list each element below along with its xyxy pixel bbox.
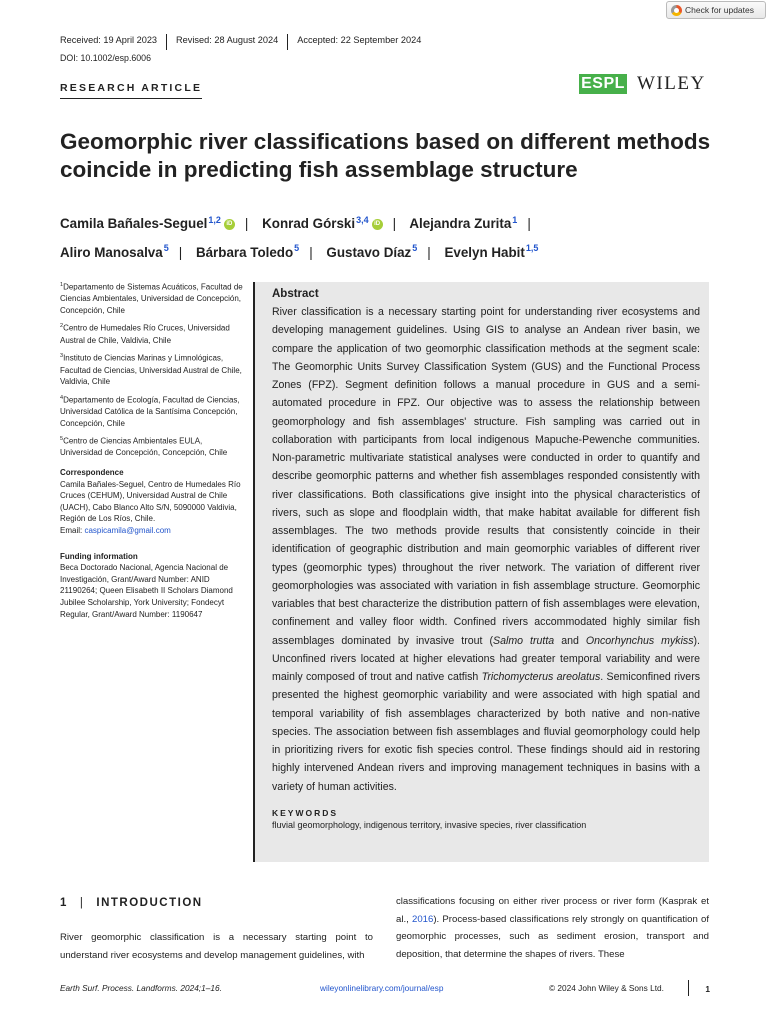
orcid-icon[interactable]: iD <box>224 219 235 230</box>
crossmark-icon <box>671 5 682 16</box>
journal-citation: Earth Surf. Process. Landforms. 2024;1–16. <box>60 983 222 993</box>
affiliation: $^3$Instituto de Ciencias Marinas y Limnológicas, Facultad de Ciencias, Universidad Austral de Chile, Valdivia, Chile <box>60 353 242 387</box>
funding-heading: Funding information <box>60 551 138 561</box>
author-affiliation-ref[interactable]: 1 <box>512 215 518 225</box>
paper-title: Geomorphic river classifications based on different methods coincide in predicting fish assemblage structure <box>60 129 711 182</box>
page-footer <box>60 983 710 997</box>
author-list: Camila Bañales-Seguel$^{1,2}$ iD | Konrad Górski$^{3,4}$ iD | Alejandra Zurita$^1$ | Aliro Manosalva$^5$ | Bárbara Toledo$^5$ | Gustavo Díaz$^5$ | Evelyn Habit$^{1,5}$ <box>60 215 539 260</box>
correspondence-heading: Correspondence <box>60 468 124 477</box>
article-dates <box>60 34 430 50</box>
check-for-updates-label: Check for updates <box>685 5 754 15</box>
correspondence-email: Email: caspicamila@gmail.com <box>60 525 171 535</box>
author[interactable]: Bárbara Toledo$^5$ <box>195 243 300 260</box>
affiliation: $^1$Departamento de Sistemas Acuáticos, Facultad de Ciencias Ambientales, Universidad de Concepción, Concepción, Chile <box>60 282 243 315</box>
body-column-left: River geomorphic classification is a necessary starting point to understand river ecosystems and develop management guidelines, with <box>60 932 373 961</box>
author-affiliation-ref[interactable]: 1,2 <box>208 215 221 225</box>
author[interactable]: Camila Bañales-Seguel$^{1,2}$ iD <box>60 216 235 231</box>
section-heading-introduction: 1 | INTRODUCTION <box>60 897 203 909</box>
page-number: 1 <box>688 980 710 996</box>
affiliation: $^2$Centro de Humedales Río Cruces, Universidad Austral de Chile, Valdivia, Chile <box>60 323 230 345</box>
author-affiliation-ref[interactable]: 3,4 <box>356 215 369 225</box>
wiley-logo: WILEY <box>637 73 706 94</box>
copyright: © 2024 John Wiley & Sons Ltd. <box>549 983 664 993</box>
keywords-text: fluvial geomorphology, indigenous territory, invasive species, river classification <box>272 819 587 830</box>
abstract-heading: Abstract <box>272 288 319 300</box>
accepted-date: Accepted: 22 September 2024 <box>287 34 430 50</box>
funding-text: Beca Doctorado Nacional, Agencia Nacional de Investigación, Grant/Award Number: ANID 21190264; Queen Elisabeth II Scholars Diamond Jubilee Scholarship, York University; Fondecyt Regular, Grant/Award Number: 1190647 <box>60 563 233 619</box>
affiliation: $^5$Centro de Ciencias Ambientales EULA, Universidad de Concepción, Concepción, Chile <box>60 436 228 458</box>
article-info-column <box>60 280 244 620</box>
body-column-right: classifications focusing on either river process or river form (Kasprak et al., 2016). Process-based classifications rely strongly on quantification of geomorphic processes, such as sediment erosion, transport and deposition, that determine the shapes of rivers. These <box>396 896 709 960</box>
author[interactable]: Konrad Górski$^{3,4}$ iD <box>262 216 383 231</box>
orcid-icon[interactable]: iD <box>372 219 383 230</box>
abstract-box <box>253 282 709 862</box>
journal-url-link[interactable]: wileyonlinelibrary.com/journal/esp <box>320 983 444 993</box>
doi[interactable]: DOI: 10.1002/esp.6006 <box>60 53 151 63</box>
author[interactable]: Evelyn Habit$^{1,5}$ <box>444 243 539 260</box>
received-date: Received: 19 April 2023 <box>60 35 158 45</box>
article-type: RESEARCH ARTICLE <box>60 82 202 99</box>
check-for-updates-button[interactable] <box>666 1 766 19</box>
correspondence-text: Camila Bañales-Seguel, Centro de Humedales Río Cruces (CEHUM), Universidad Austral de Chile (UACH), Cabo Blanco Alto S/N, 5090000 Valdivia, Región de Los Ríos, Chile. <box>60 479 241 524</box>
author-affiliation-ref[interactable]: 5 <box>163 243 169 254</box>
abstract-text: River classification is a necessary starting point for understanding river ecosystems and developing management guidelines. Using GIS to analyse an Andean river basin, we compare the application of two geomorphic classification methods at the segment scale: The Geomorphic Units Survey Classification System (GUS) and the Functional Process Zones (FPZ). Segment definition follows a manual procedure in GUS and a semi-automated procedure in FPZ. Our objective was to assess the relationship between geomorphology and fish assemblages' structure. Fish sampling was carried out in collaboration with participants from local indigenous Mapuche-Pewenche communities. Non-parametric multivariate statistical analyses were conducted in order to quantify and describe geomorphic patterns and whether fish assemblages responded consistently with river classifications. Both classifications give insight into the physical characteristics of rivers, such as slope and floodplain width, that make habitat available for different fish assemblages. The two methods provide results that consistently coincide in their identification of geographic distribution and main geomorphic variables of different river types (geomorphic types) throughout the river network. The variation of different river geomorphologies was associated with variation in fish assemblage structure. Geomorphic variables that best characterize the distribution pattern of fish assemblages were elevation, confinement and valley floor width. Confined rivers accommodated highly similar fish assemblages dominated by invasive trout (Salmo trutta and Oncorhynchus mykiss). Unconfined rivers located at higher elevations had greater temporal variability and were mainly composed of trout and native catfish Trichomycterus areolatus. Semiconfined rivers presented the highest geomorphic variability and were associated with high spatial and temporal variability of fish assemblages characterized by both native and non-native species. The association between fish assemblages and fluvial geomorphology could help in prioritizing rivers for exotic fish species control. These findings should aid in restoring highly intervened Andean rivers and improving management techniques in basins with a variety of human activities. <box>272 306 701 793</box>
citation-link[interactable]: 2016 <box>412 913 434 925</box>
revised-date: Revised: 28 August 2024 <box>166 34 287 50</box>
author[interactable]: Alejandra Zurita$^1$ <box>409 215 518 232</box>
email-link[interactable]: caspicamila@gmail.com <box>84 525 171 535</box>
espl-logo: ESPL <box>579 74 627 94</box>
author[interactable]: Aliro Manosalva$^5$ <box>60 243 169 260</box>
author-affiliation-ref[interactable]: 1,5 <box>525 243 539 254</box>
author[interactable]: Gustavo Díaz$^5$ <box>326 243 418 260</box>
author-affiliation-ref[interactable]: 5 <box>412 243 418 254</box>
affiliation: $^4$Departamento de Ecología, Facultad de Ciencias, Universidad Católica de la Santísima Concepción, Concepción, Chile <box>60 394 240 428</box>
author-affiliation-ref[interactable]: 5 <box>294 243 300 254</box>
keywords-heading: KEYWORDS <box>272 807 339 818</box>
